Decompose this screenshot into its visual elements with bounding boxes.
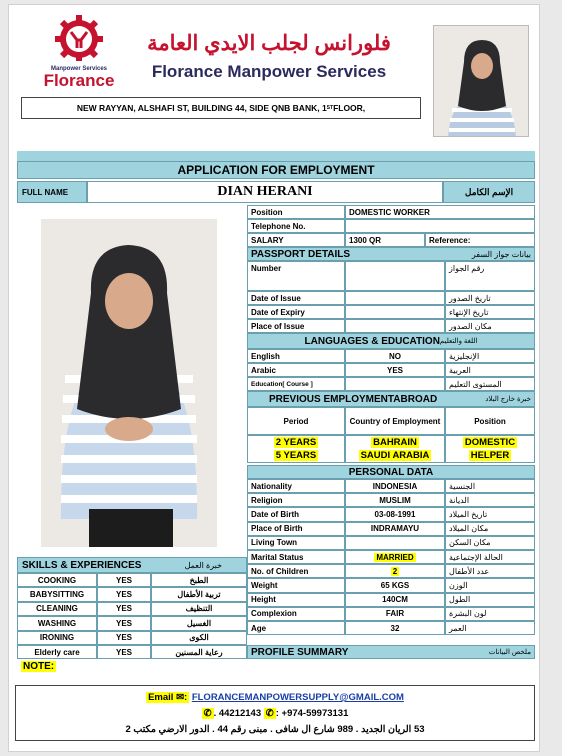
skill-row-0-label: COOKING [17, 573, 97, 587]
personal-row-0-arabic: الجنسية [445, 479, 535, 493]
date-of-issue-label: Date of Issue [247, 291, 345, 305]
gear-logo-icon [39, 15, 119, 61]
profile-header [247, 645, 535, 659]
logo-tagline: Manpower Services [50, 66, 108, 72]
skill-row-3-arabic: الغسيل [151, 616, 247, 630]
skill-row-5-value: YES [97, 645, 151, 659]
education-label: Education[ Course ] [247, 377, 345, 391]
education-arabic: المستوى التعليم [445, 377, 535, 391]
skill-row-5-label: Elderly care [17, 645, 97, 659]
personal-row-2-label: Date of Birth [247, 507, 345, 521]
personal-row-6-value-text: 2 [392, 566, 398, 576]
email-line [16, 692, 534, 703]
personal-row-4-value [345, 536, 445, 550]
full-name-arabic [443, 181, 535, 203]
personal-row-3-value: INDRAMAYU [345, 522, 445, 536]
address-main: NEW RAYYAN, ALSHAFI ST, BUILDING 44, SIDE QNB BANK, 1 [76, 103, 327, 113]
skill-row-3-label: WASHING [17, 616, 97, 630]
employment-title: PREVIOUS EMPLOYMENTABROAD [269, 393, 438, 405]
personal-row-3-arabic: مكان الميلاد [445, 522, 535, 536]
title-english: Florance Manpower Services [151, 62, 387, 81]
personal-row-7-value: 65 KGS [345, 578, 445, 592]
profile-title: PROFILE SUMMARY [251, 646, 349, 658]
personal-row-9-arabic: لون البشرة [445, 607, 535, 621]
country-1-text: BAHRAIN [373, 437, 417, 448]
address-superscript: ST [326, 105, 334, 111]
country-2 [345, 449, 445, 463]
languages-title-arabic: اللغة والتعليم [439, 338, 478, 345]
person-photo-icon [434, 26, 529, 137]
skills-title-arabic: خبرة العمل [184, 560, 222, 570]
personal-row-8-value: 140CM [345, 593, 445, 607]
email-address[interactable]: FLORANCEMANPOWERSUPPLY@GMAIL.COM [191, 692, 404, 703]
personal-row-2-arabic: تاريخ الميلاد [445, 507, 535, 521]
personal-row-5-value-text: MARRIED [376, 552, 414, 562]
position-2-text: HELPER [470, 450, 510, 461]
skill-row-0-value: YES [97, 573, 151, 587]
personal-row-10-arabic: العمر [445, 621, 535, 635]
languages-header [247, 333, 535, 349]
personal-row-1-arabic: الديانة [445, 493, 535, 507]
education-value [345, 377, 445, 391]
personal-row-10-label: Age [247, 621, 345, 635]
arabic-label: Arabic [247, 363, 345, 377]
position-2 [445, 449, 535, 463]
header-photo [433, 25, 529, 137]
address-box [21, 97, 421, 119]
phone-line [16, 708, 534, 719]
skill-row-1-value: YES [97, 587, 151, 601]
personal-row-5-arabic: الحالة الإجتماعية [445, 550, 535, 564]
employment-header [247, 391, 535, 407]
application-title [17, 161, 535, 179]
personal-row-0-value: INDONESIA [345, 479, 445, 493]
position-1-text: DOMESTIC [464, 437, 516, 448]
col-period: Period [247, 407, 345, 435]
skill-row-3-value: YES [97, 616, 151, 630]
skill-row-1-label: BABYSITTING [17, 587, 97, 601]
salary-label: SALARY [247, 233, 345, 247]
full-name-value [87, 181, 443, 203]
full-name-text: DIAN HERANI [217, 184, 313, 199]
personal-row-10-value: 32 [345, 621, 445, 635]
personal-row-2-value: 03-08-1991 [345, 507, 445, 521]
country-2-text: SAUDI ARABIA [360, 450, 430, 461]
blank-band [17, 151, 535, 161]
col-country: Country of Employment [345, 407, 445, 435]
phone-1[interactable]: . 44212143 [213, 708, 262, 719]
skills-header [17, 557, 247, 573]
email-label [146, 692, 189, 703]
skill-row-2-label: CLEANING [17, 602, 97, 616]
country-1 [345, 435, 445, 449]
logo-word: Florance [43, 71, 115, 90]
personal-header [247, 465, 535, 479]
footer-box [15, 685, 535, 741]
telephone-value [345, 219, 535, 233]
personal-row-6-value [345, 564, 445, 578]
skill-row-5-arabic: رعاية المسنين [151, 645, 247, 659]
skill-row-4-arabic: الكوى [151, 631, 247, 645]
personal-row-5-label: Marital Status [247, 550, 345, 564]
full-name-label [17, 181, 87, 203]
footer-address-arabic: 53 الريان الجديد . 989 شارع ال شافى . مبنى رقم 44 . الدور الارضي مكتب 2 [125, 724, 425, 735]
full-name-arabic-text: الإسم الكامل [464, 186, 514, 197]
personal-row-7-arabic: الوزن [445, 578, 535, 592]
personal-row-7-label: Weight [247, 578, 345, 592]
personal-row-6-label: No. of Children [247, 564, 345, 578]
personal-row-6-arabic: عدد الأطفال [445, 564, 535, 578]
personal-row-8-arabic: الطول [445, 593, 535, 607]
salary-value: 1300 QR [345, 233, 425, 247]
skills-title: SKILLS & EXPERIENCES [22, 559, 142, 571]
full-name-label-text: FULL NAME [22, 187, 69, 197]
period-1-text: 2 YEARS [275, 437, 317, 448]
note-label-text: NOTE: [23, 661, 55, 672]
email-label-text: Email [148, 692, 174, 703]
address-tail: FLOOR, [333, 103, 366, 113]
skill-row-2-arabic: التنظيف [151, 602, 247, 616]
english-value: NO [345, 349, 445, 363]
reference-label: Reference: [425, 233, 535, 247]
period-1 [247, 435, 345, 449]
personal-row-1-label: Religion [247, 493, 345, 507]
passport-title-arabic: بيانات جواز السفر [471, 249, 531, 259]
languages-title: LANGUAGES & EDUCATION [304, 335, 440, 347]
passport-number-value [345, 261, 445, 291]
place-of-issue-label: Place of Issue [247, 319, 345, 333]
personal-row-3-label: Place of Birth [247, 522, 345, 536]
phone-icon-2: ✆ [265, 708, 274, 719]
skill-row-4-label: IRONING [17, 631, 97, 645]
english-arabic: الإنجليزية [445, 349, 535, 363]
personal-title: PERSONAL DATA [348, 466, 434, 478]
place-of-issue-arabic: مكان الصدور [445, 319, 535, 333]
period-2-text: 5 YEARS [275, 450, 317, 461]
skill-row-2-value: YES [97, 602, 151, 616]
personal-row-1-value: MUSLIM [345, 493, 445, 507]
skill-row-4-value: YES [97, 631, 151, 645]
phone-icon-1: ✆ [203, 708, 212, 719]
arabic-arabic: العربية [445, 363, 535, 377]
phone-2[interactable]: : +974-59973131 [275, 708, 349, 719]
application-form [8, 4, 540, 752]
title-arabic: فلورانس لجلب الايدي العامة [147, 32, 391, 55]
application-title-text: APPLICATION FOR EMPLOYMENT [177, 163, 375, 177]
envelope-icon: ✉: [176, 692, 188, 703]
telephone-label: Telephone No. [247, 219, 345, 233]
company-logo [39, 15, 119, 90]
date-of-issue-value [345, 291, 445, 305]
personal-row-4-arabic: مكان السكن [445, 536, 535, 550]
personal-row-8-label: Height [247, 593, 345, 607]
arabic-value: YES [345, 363, 445, 377]
skill-row-1-arabic: تربية الأطفال [151, 587, 247, 601]
personal-row-9-label: Complexion [247, 607, 345, 621]
date-of-expiry-arabic: تاريخ الإنتهاء [445, 305, 535, 319]
passport-number-label: Number [247, 261, 345, 291]
english-label: English [247, 349, 345, 363]
personal-row-4-label: Living Town [247, 536, 345, 550]
applicant-photo [41, 219, 217, 547]
personal-row-5-value [345, 550, 445, 564]
employment-title-arabic: خبرة خارج البلاد [485, 396, 531, 403]
profile-title-arabic: ملخص البيانات [488, 649, 531, 656]
personal-row-0-label: Nationality [247, 479, 345, 493]
personal-row-9-value: FAIR [345, 607, 445, 621]
col-position: Position [445, 407, 535, 435]
passport-title: PASSPORT DETAILS [251, 248, 351, 260]
date-of-expiry-label: Date of Expiry [247, 305, 345, 319]
position-label: Position [247, 205, 345, 219]
place-of-issue-value [345, 319, 445, 333]
applicant-photo-icon [41, 219, 217, 547]
passport-header [247, 247, 535, 261]
position-1 [445, 435, 535, 449]
note-label [21, 661, 56, 672]
date-of-issue-arabic: تاريخ الصدور [445, 291, 535, 305]
period-2 [247, 449, 345, 463]
passport-number-arabic: رقم الجواز [445, 261, 535, 291]
skill-row-0-arabic: الطبخ [151, 573, 247, 587]
position-value: DOMESTIC WORKER [345, 205, 535, 219]
date-of-expiry-value [345, 305, 445, 319]
